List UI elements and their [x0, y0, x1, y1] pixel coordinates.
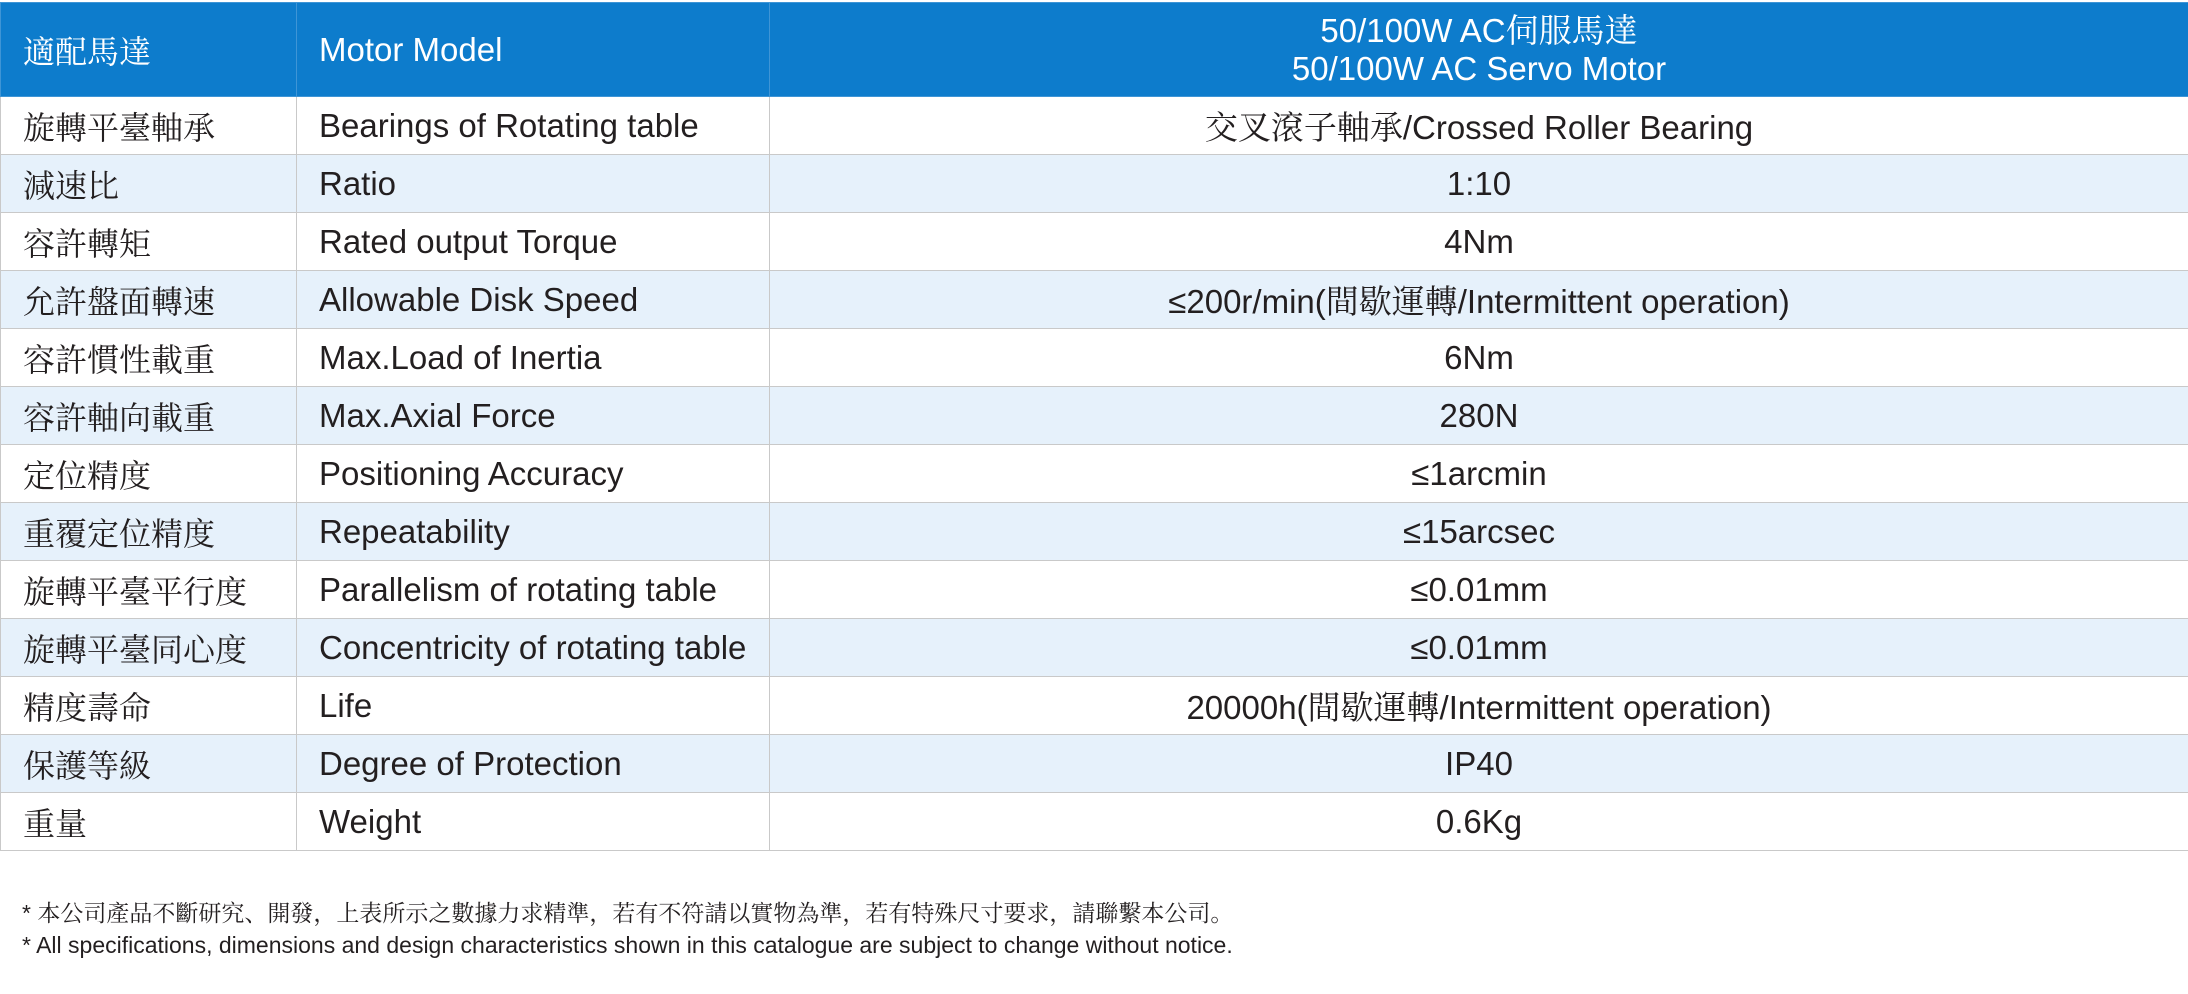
header-value-line1: 50/100W AC伺服馬達	[1320, 11, 1638, 49]
row-label-zh: 旋轉平臺平行度	[1, 561, 297, 619]
row-label-en: Positioning Accuracy	[297, 445, 770, 503]
row-label-en: Life	[297, 677, 770, 735]
row-label-zh: 容許慣性載重	[1, 329, 297, 387]
row-label-en: Weight	[297, 793, 770, 851]
row-label-zh: 減速比	[1, 155, 297, 213]
header-value-line2: 50/100W AC Servo Motor	[1291, 49, 1667, 87]
table-row	[1, 329, 2188, 387]
row-value: 280N	[770, 387, 2188, 445]
table-row	[1, 271, 2188, 329]
table-row	[1, 155, 2188, 213]
row-label-zh: 容許軸向載重	[1, 387, 297, 445]
footnote-zh: * 本公司產品不斷研究、開發，上表所示之數據力求精準，若有不符請以實物為準，若有特殊尺寸要求，請聯繫本公司。	[22, 900, 1234, 926]
table-row	[1, 619, 2188, 677]
header-value	[770, 3, 2188, 97]
footnotes	[22, 897, 1233, 961]
row-label-zh: 容許轉矩	[1, 213, 297, 271]
row-value: 交叉滾子軸承/Crossed Roller Bearing	[770, 97, 2188, 155]
table-row	[1, 445, 2188, 503]
row-value: 20000h(間歇運轉/Intermittent operation)	[770, 677, 2188, 735]
row-label-zh: 旋轉平臺同心度	[1, 619, 297, 677]
row-label-zh: 旋轉平臺軸承	[1, 97, 297, 155]
row-label-zh: 保護等級	[1, 735, 297, 793]
table-row	[1, 677, 2188, 735]
footnote-en: * All specifications, dimensions and design characteristics shown in this catalogue are subject to change without notice.	[22, 932, 1233, 958]
row-label-en: Ratio	[297, 155, 770, 213]
header-row	[1, 3, 2188, 97]
row-label-en: Bearings of Rotating table	[297, 97, 770, 155]
row-label-en: Rated output Torque	[297, 213, 770, 271]
spec-table	[0, 2, 2188, 851]
table-row	[1, 97, 2188, 155]
row-value: ≤15arcsec	[770, 503, 2188, 561]
row-label-en: Concentricity of rotating table	[297, 619, 770, 677]
row-value: ≤1arcmin	[770, 445, 2188, 503]
row-value: ≤0.01mm	[770, 561, 2188, 619]
table-header	[1, 3, 2188, 97]
row-label-zh: 重量	[1, 793, 297, 851]
row-label-en: Repeatability	[297, 503, 770, 561]
row-label-en: Max.Load of Inertia	[297, 329, 770, 387]
row-label-zh: 精度壽命	[1, 677, 297, 735]
row-value: IP40	[770, 735, 2188, 793]
row-label-en: Allowable Disk Speed	[297, 271, 770, 329]
table-body	[1, 97, 2188, 851]
row-value: ≤0.01mm	[770, 619, 2188, 677]
row-value: ≤200r/min(間歇運轉/Intermittent operation)	[770, 271, 2188, 329]
row-value: 6Nm	[770, 329, 2188, 387]
row-label-zh: 定位精度	[1, 445, 297, 503]
row-label-en: Parallelism of rotating table	[297, 561, 770, 619]
row-label-zh: 重覆定位精度	[1, 503, 297, 561]
table-row	[1, 561, 2188, 619]
row-value: 0.6Kg	[770, 793, 2188, 851]
table-row	[1, 793, 2188, 851]
table-row	[1, 213, 2188, 271]
row-label-en: Degree of Protection	[297, 735, 770, 793]
row-label-en: Max.Axial Force	[297, 387, 770, 445]
header-col1: 適配馬達	[1, 3, 297, 97]
row-value: 4Nm	[770, 213, 2188, 271]
row-label-zh: 允許盤面轉速	[1, 271, 297, 329]
table-row	[1, 387, 2188, 445]
row-value: 1:10	[770, 155, 2188, 213]
table-row	[1, 503, 2188, 561]
table-row	[1, 735, 2188, 793]
header-col2: Motor Model	[297, 3, 770, 97]
